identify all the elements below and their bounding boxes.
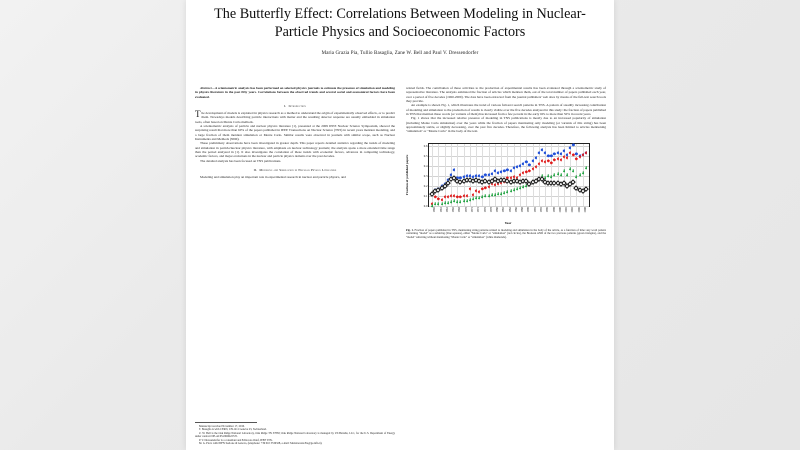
paper-page	[186, 0, 614, 450]
data-point-circle	[566, 157, 568, 159]
data-point-triangle	[516, 188, 518, 190]
data-point-square	[575, 153, 577, 155]
data-point-circle	[459, 196, 461, 198]
data-point-square	[506, 169, 508, 171]
data-point-circle	[481, 188, 483, 190]
x-tick-label: 1964	[445, 207, 449, 213]
data-point-triangle	[478, 197, 480, 199]
data-point-triangle	[579, 174, 581, 176]
data-point-square	[481, 176, 483, 178]
x-tick-label: 1970	[464, 207, 468, 213]
data-point-square	[519, 165, 521, 167]
y-tick-label: 0.3	[423, 173, 428, 178]
author-list: Maria Grazia Pia, Tullio Basaglia, Zane W. Bell and Paul V. Dressendorfer	[321, 50, 479, 56]
data-point-triangle	[582, 172, 584, 174]
figure-1	[406, 139, 606, 240]
x-tick-label: 1966	[452, 207, 456, 213]
data-point-triangle	[566, 174, 568, 176]
data-point-circle	[447, 196, 449, 198]
intro-paragraph-2: A scientometric analysis of particle and nuclear physics literature [1], presented at the 2009 IEEE Nuclear Science Symposium, showed the surprising result that more than 60% of the papers published in IEEE Transactions on Nuclear Science (TNS) in recent years mention modeling, and a large fraction of them mention simulation or Monte Carlo. Similar results were observed in journals with similar scope, such as Nuclear Instruments and Methods (NIM).	[195, 124, 395, 142]
intro-paragraph-1-text: he development of models is exploited in physics research as a method to understand the origin of experimentally observed effects, or to predict them. Nowadays models describing particle interactions with matter and the resulting detector response are usually embedded in simulation tools, often based on Monte Carlo methods.	[195, 111, 395, 124]
data-point-square	[531, 160, 533, 162]
x-tick-label: 1978	[489, 207, 493, 213]
data-point-circle	[465, 195, 467, 197]
data-point-triangle	[475, 197, 477, 199]
section-heading-introduction	[195, 104, 395, 108]
data-point-circle	[456, 196, 458, 198]
figure-caption-text: Fraction of papers published in TNS, mentioning string patterns related to modeling and simulation in the body of the article, as a function of time: any word pattern containing "model" as a substring (blue squares), either "Monte Carlo" or "simulation" (red circles), the Boolean AND of the two previous patterns (green triangles), and the "model" substring without mentioning "Monte Carlo" or "simulation" (white diamonds).	[406, 227, 606, 240]
data-point-circle	[450, 195, 452, 197]
y-tick-label: 0.5	[423, 153, 428, 158]
data-point-square	[541, 149, 543, 151]
abstract-label: Abstract—	[200, 86, 215, 90]
plot-axes	[423, 143, 590, 213]
data-point-circle	[478, 191, 480, 193]
y-tick-label: 0.4	[423, 163, 428, 168]
x-tick-label: 1984	[508, 207, 512, 213]
data-point-triangle	[500, 193, 502, 195]
data-point-triangle	[447, 202, 449, 204]
data-point-triangle	[494, 194, 496, 196]
x-tick-label: 2002	[565, 207, 569, 213]
data-point-circle	[560, 159, 562, 161]
footnote-item: Z. W. Bell is the Oak Ridge National Laboratory, Oak Ridge TN 37830; Oak Ridge National Laboratory is managed by UT-Battelle, LLC, for the U.S. Department of Energy under contract DE-AC05-00OR22725.	[195, 431, 395, 439]
data-point-square	[572, 144, 574, 146]
x-gridline	[526, 144, 527, 206]
left-column	[195, 86, 395, 240]
section-heading-modeling	[195, 168, 395, 172]
y-gridline	[429, 166, 589, 167]
data-point-triangle	[557, 173, 559, 175]
x-tick-label: 2004	[571, 207, 575, 213]
x-tick-label: 2008	[583, 207, 587, 213]
data-point-triangle	[437, 203, 439, 205]
drop-cap: T	[195, 109, 201, 120]
data-point-triangle	[510, 190, 512, 192]
intro-paragraph-1	[195, 111, 395, 124]
data-point-square	[560, 153, 562, 155]
section-number-2: II.	[253, 168, 258, 173]
y-gridline	[429, 146, 589, 147]
data-point-triangle	[434, 203, 436, 205]
data-point-triangle	[444, 202, 446, 204]
data-point-triangle	[513, 189, 515, 191]
data-point-square	[553, 153, 555, 155]
data-point-triangle	[522, 186, 524, 188]
data-point-square	[550, 155, 552, 157]
intro-paragraph-3: These preliminary observations have been investigated in greater depth. This paper reports detailed statistics regarding the trends of modeling and simulation in particle/nuclear physics literature, with emphasis on nuclear technology journals; the analysis spans a more extended time range than the period analyzed in [1]. It also investigates the correlation of these trends with economic factors, advances in computing technology, academic factors, and major evolutions in the nuclear and particle physics domain over the past decades.	[195, 141, 395, 159]
data-point-triangle	[491, 194, 493, 196]
data-point-square	[522, 163, 524, 165]
data-point-circle	[563, 156, 565, 158]
footnote-item: M. G. Pia is with INFN Sezione di Genova, (telephone: +39 010 3536328, e-mail: MariaGrazia.Pia@ge.infn.it).	[199, 442, 323, 446]
data-point-diamond	[571, 179, 577, 185]
data-point-circle	[522, 172, 524, 174]
x-tick-label: 1994	[540, 207, 543, 213]
data-point-circle	[535, 166, 537, 168]
data-point-triangle	[459, 201, 461, 203]
data-point-triangle	[575, 176, 577, 178]
data-point-triangle	[450, 201, 452, 203]
data-point-triangle	[497, 193, 499, 195]
data-point-square	[563, 150, 565, 152]
data-point-square	[538, 152, 540, 154]
data-point-circle	[444, 196, 446, 198]
data-point-circle	[578, 156, 580, 158]
data-point-circle	[556, 158, 558, 160]
x-gridline	[564, 144, 565, 206]
data-point-square	[547, 155, 549, 157]
data-point-triangle	[547, 175, 549, 177]
right-paragraph-3: Fig. 1 shows that the increased relative presence of modeling in TNS publications is mostly due to an increased popularity of simulation (including Monte Carlo simulation) over the years while the fraction of papers mentioning only modeling (or variants of this string) has been approximately stable, or slightly decreasing, over the past five decades. Therefore, the following analysis has been limited to articles mentioning "simulation" or "Monte Carlo" in the body of the text.	[406, 116, 606, 134]
data-point-triangle	[572, 170, 574, 172]
data-point-square	[500, 171, 502, 173]
y-tick-label: 0.0	[423, 203, 428, 208]
data-point-circle	[547, 160, 549, 162]
x-tick-label: 1996	[546, 207, 550, 213]
data-point-circle	[553, 159, 555, 161]
data-point-square	[487, 174, 489, 176]
data-point-triangle	[506, 191, 508, 193]
x-tick-label: 2006	[577, 207, 581, 213]
footnote-item: T. Basaglia is with CERN, CH-1211 Geneva 23, Switzerland.	[199, 428, 267, 432]
right-paragraph-1: related fields. The contribution of these activities to the production of experimental results has been evaluated through a scientometric study of representative literature. The analysis estimated the fraction of articles which mention them, out of the total number of papers published each year, over a period of five decades (1960-2009). The data have been extracted from the journal publishers' web sites by means of the full-text search tools they provide.	[406, 86, 606, 104]
data-point-circle	[462, 195, 464, 197]
data-point-square	[497, 172, 499, 174]
data-point-circle	[453, 195, 455, 197]
data-point-square	[513, 167, 515, 169]
footnote-item: Manuscript received November 17, 2010.	[199, 424, 245, 428]
data-point-circle	[569, 152, 571, 154]
data-point-triangle	[466, 200, 468, 202]
x-tick-label: 1988	[521, 207, 525, 213]
right-column	[406, 86, 606, 240]
data-point-square	[569, 147, 571, 149]
x-tick-label: 1992	[533, 207, 537, 213]
data-point-square	[525, 161, 527, 163]
footnote-rule	[195, 422, 257, 423]
section-number: I.	[284, 104, 287, 109]
figure-1-caption	[406, 229, 606, 240]
x-tick-label: 1962	[439, 207, 443, 213]
x-tick-label: 1986	[514, 207, 518, 213]
abstract-paragraph	[195, 86, 395, 99]
data-point-triangle	[472, 198, 474, 200]
section-title-2: Modeling and Simulation in Nuclear Physics Literature	[259, 168, 337, 173]
data-point-triangle	[550, 176, 552, 178]
data-point-square	[528, 164, 530, 166]
data-point-triangle	[569, 168, 571, 170]
data-point-triangle	[469, 199, 471, 201]
page-title: The Butterfly Effect: Correlations Between Modeling in Nuclear-Particle Physics and Socioeconomic Factors	[214, 6, 586, 41]
data-point-square	[535, 157, 537, 159]
data-point-circle	[538, 163, 540, 165]
data-point-triangle	[519, 187, 521, 189]
two-column-body	[195, 86, 607, 240]
x-tick-label: 2000	[558, 207, 562, 213]
data-point-square	[544, 152, 546, 154]
x-tick-label: 1990	[527, 207, 531, 213]
data-point-triangle	[488, 195, 490, 197]
y-tick-label: 0.6	[423, 143, 428, 148]
y-tick-label: 0.2	[423, 183, 428, 188]
data-point-circle	[550, 162, 552, 164]
data-point-circle	[487, 186, 489, 188]
x-gridline	[507, 144, 508, 206]
y-tick-label: 0.1	[423, 193, 428, 198]
data-point-square	[509, 170, 511, 172]
data-point-circle	[541, 160, 543, 162]
data-point-triangle	[441, 203, 443, 205]
data-point-circle	[434, 196, 436, 198]
data-point-square	[516, 166, 518, 168]
data-point-square	[556, 152, 558, 154]
data-point-triangle	[463, 200, 465, 202]
data-point-circle	[484, 187, 486, 189]
data-point-triangle	[453, 200, 455, 202]
data-point-circle	[437, 198, 439, 200]
y-axis-label: Fraction of published papers	[405, 154, 409, 196]
data-point-triangle	[484, 195, 486, 197]
x-tick-label: 1980	[496, 207, 500, 213]
data-point-square	[503, 170, 505, 172]
data-point-square	[494, 170, 496, 172]
data-point-triangle	[553, 174, 555, 176]
data-point-circle	[469, 188, 471, 190]
data-point-square	[453, 169, 455, 171]
data-point-triangle	[456, 201, 458, 203]
x-tick-label: 1976	[483, 207, 487, 213]
x-tick-label: 1982	[502, 207, 506, 213]
data-point-triangle	[481, 196, 483, 198]
data-point-circle	[475, 190, 477, 192]
data-point-square	[478, 175, 480, 177]
footnote-block	[195, 422, 395, 446]
data-point-triangle	[585, 167, 587, 169]
x-tick-label: 1960	[433, 207, 437, 213]
intro-paragraph-4: The detailed analysis has been focused on TNS publications.	[200, 158, 282, 163]
data-point-triangle	[560, 174, 562, 176]
x-gridline	[533, 144, 534, 206]
data-point-square	[484, 174, 486, 176]
footnote-item: P. V. Dressendorfer is a consultant and Editor-in-Chief, IEEE TNS.	[199, 438, 273, 442]
x-tick-label: 1968	[458, 207, 462, 213]
section2-paragraph-1: Modeling and simulation play an important role in experimental research in nuclear and particle physics, and	[200, 175, 346, 180]
data-point-circle	[528, 170, 530, 172]
data-point-triangle	[563, 170, 565, 172]
data-point-circle	[525, 171, 527, 173]
x-gridline	[501, 144, 502, 206]
x-tick-label: 1972	[470, 207, 474, 213]
data-point-triangle	[503, 192, 505, 194]
data-point-circle	[575, 158, 577, 160]
data-point-circle	[531, 168, 533, 170]
data-point-circle	[440, 199, 442, 201]
figure-caption-label: Fig. 1.	[406, 227, 414, 232]
x-axis-label: Year	[504, 220, 512, 225]
data-point-circle	[544, 161, 546, 163]
x-tick-label: 1974	[477, 207, 481, 213]
abstract-text: A scientometric analysis has been performed on selected physics journals to estimate the presence of simulation and modeling in physics literature in the past fifty years. Correlations between the observed trends and several social and economical factors have been evaluated.	[195, 86, 395, 99]
figure-1-plot	[406, 139, 598, 227]
section-title: Introduction	[288, 104, 306, 109]
x-tick-label: 1998	[552, 207, 556, 213]
right-paragraph-2: An example is shown Fig. 1, which illustrates the trend of various full-text search patterns in TNS. A pattern of steadily increasing contribution of modeling and simulation to the production of results is clearly visible over the five decades analyzed in this study: the fraction of papers published in TNS that mention these words (or variants of them) has increased from a few percent in the early 60's to more than 50% in recent years.	[406, 103, 606, 117]
data-point-square	[491, 173, 493, 175]
data-point-triangle	[431, 205, 433, 207]
